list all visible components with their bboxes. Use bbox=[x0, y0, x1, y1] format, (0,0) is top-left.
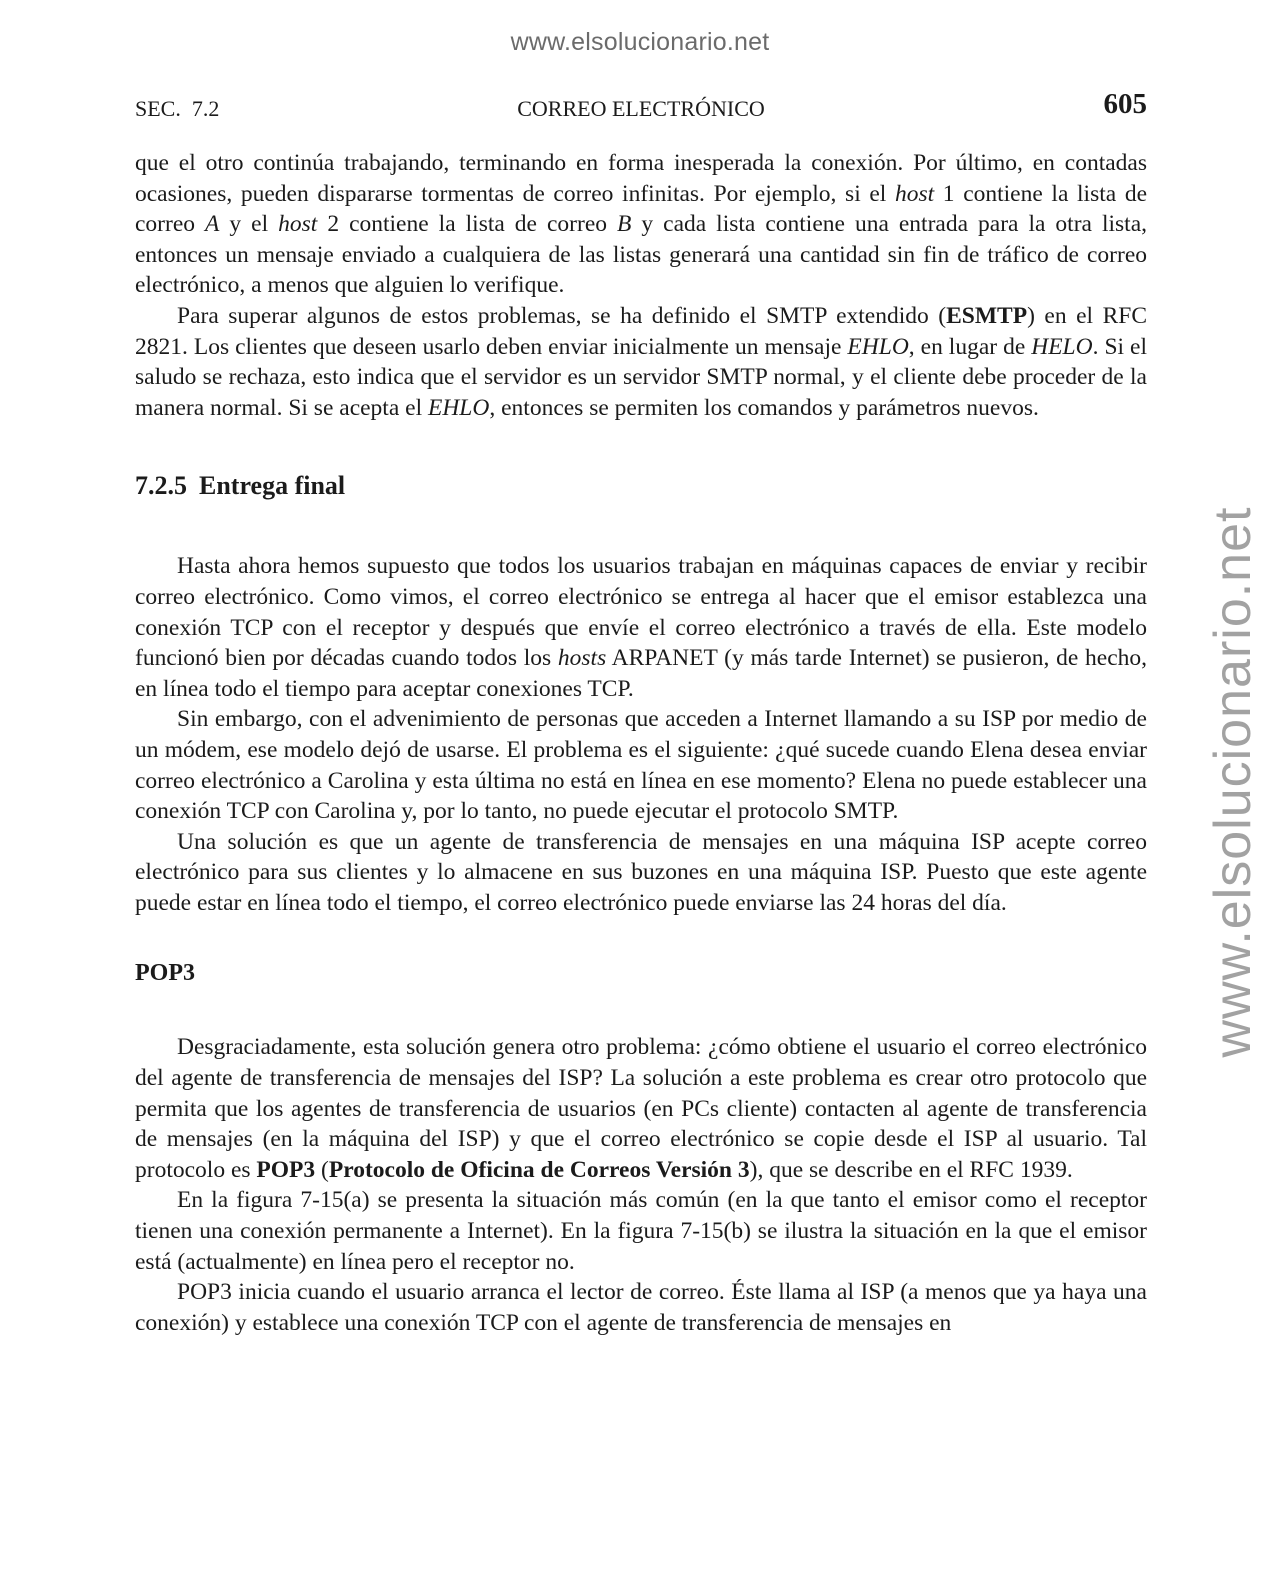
section-heading bbox=[135, 469, 1147, 503]
watermark-side: www.elsolucionario.net bbox=[1204, 506, 1262, 1058]
section-number: 7.2 bbox=[191, 96, 220, 121]
paragraph: En la figura 7-15(a) se presenta la situación más común (en la que tanto el emisor como el receptor tienen una conexión permanente a Internet). En la figura 7-15(b) se ilustra la situación en la que el emisor está (actualmente) en línea pero el receptor no. bbox=[135, 1187, 1147, 1275]
paragraph: Hasta ahora hemos supuesto que todos los usuarios trabajan en máquinas capaces de enviar y recibir correo electrónico. Como vimos, el correo electrónico se entrega al hacer que el emisor establezca una conexión TCP con el receptor y después que envíe el correo electrónico a través de ella. Este modelo funcionó bien por décadas cuando todos los hosts ARPANET (y más tarde Internet) se pusieron, de hecho, en línea todo el tiempo para aceptar conexiones TCP. bbox=[135, 553, 1147, 702]
section-heading-number: 7.2.5 bbox=[135, 471, 187, 501]
paragraph: Para superar algunos de estos problemas, se ha definido el SMTP extendido (ESMTP) en el RFC 2821. Los clientes que deseen usarlo deben enviar inicialmente un mensaje EHLO, en lugar de HELO. Si el saludo se rechaza, esto indica que el servidor es un servidor SMTP normal, y el cliente debe proceder de la manera normal. Si se acepta el EHLO, entonces se permiten los comandos y parámetros nuevos. bbox=[135, 302, 1147, 421]
chapter-title: CORREO ELECTRÓNICO bbox=[517, 96, 765, 121]
section-label: SEC. bbox=[135, 96, 181, 121]
paragraph: Sin embargo, con el advenimiento de personas que acceden a Internet llamando a su ISP por medio de un módem, ese modelo dejó de usarse. El problema es el siguiente: ¿qué sucede cuando Elena desea enviar correo electrónico a Carolina y esta última no está en línea en ese momento? Elena no puede establecer una conexión TCP con Carolina y, por lo tanto, no puede ejecutar el protocolo SMTP. bbox=[135, 706, 1147, 825]
page-body bbox=[135, 148, 1147, 1338]
subsection-heading: POP3 bbox=[135, 960, 195, 987]
running-head bbox=[135, 88, 1147, 124]
section-heading-title: Entrega final bbox=[199, 471, 346, 501]
paragraph: POP3 inicia cuando el usuario arranca el lector de correo. Éste llama al ISP (a menos que ya haya una conexión) y establece una conexión TCP con el agente de transferencia de mensajes en bbox=[135, 1279, 1147, 1336]
page-number: 605 bbox=[1103, 88, 1147, 120]
paragraph: que el otro continúa trabajando, terminando en forma inesperada la conexión. Por último, en contadas ocasiones, pueden dispararse tormentas de correo infinitas. Por ejemplo, si el host 1 contiene la lista de correo A y el host 2 contiene la lista de correo B y cada lista contiene una entrada para la otra lista, entonces un mensaje enviado a cualquiera de las listas generará una cantidad sin fin de tráfico de correo electrónico, a menos que alguien lo verifique. bbox=[135, 150, 1148, 299]
paragraph: Una solución es que un agente de transferencia de mensajes en una máquina ISP acepte correo electrónico para sus clientes y lo almacene en sus buzones en una máquina ISP. Puesto que este agente puede estar en línea todo el tiempo, el correo electrónico puede enviarse las 24 horas del día. bbox=[135, 828, 1147, 916]
watermark-top: www.elsolucionario.net bbox=[510, 28, 770, 56]
paragraph: Desgraciadamente, esta solución genera otro problema: ¿cómo obtiene el usuario el correo electrónico del agente de transferencia de mensajes del ISP? La solución a este problema es crear otro protocolo que permita que los agentes de transferencia de usuarios (en PCs cliente) contacten al agente de transferencia de mensajes (en la máquina del ISP) y que el correo electrónico se copie desde el ISP al usuario. Tal protocolo es POP3 (Protocolo de Oficina de Correos Versión 3), que se describe en el RFC 1939. bbox=[135, 1034, 1147, 1183]
